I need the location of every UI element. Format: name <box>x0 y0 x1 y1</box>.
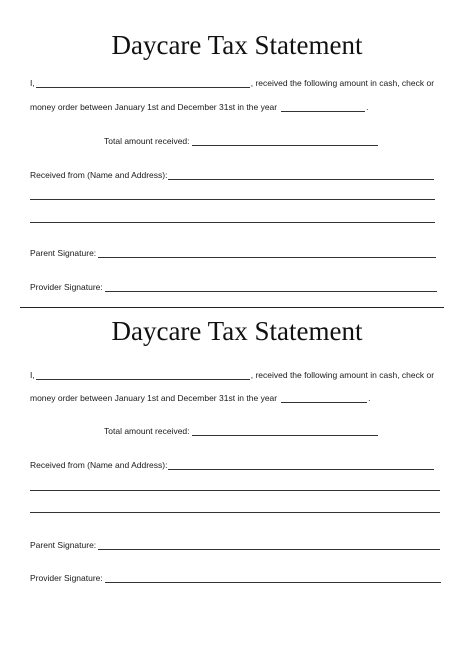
total-amount-field[interactable] <box>192 137 378 146</box>
total-line <box>104 426 379 436</box>
form-title: Daycare Tax Statement <box>111 30 363 60</box>
year-line <box>30 393 371 403</box>
address-line-2[interactable] <box>30 512 440 513</box>
parent-signature-field[interactable] <box>98 249 436 258</box>
name-line <box>30 370 434 380</box>
total-label: Total amount received: <box>104 426 190 436</box>
line1-prefix: I, <box>30 370 35 380</box>
provider-signature-line <box>30 282 438 292</box>
provider-signature-line <box>30 573 442 583</box>
provider-name-field[interactable] <box>36 371 250 380</box>
received-from-label: Received from (Name and Address): <box>30 460 168 470</box>
line1-suffix: , received the following amount in cash, check or <box>250 370 435 380</box>
parent-signature-label: Parent Signature: <box>30 248 97 258</box>
received-from-line <box>30 170 435 180</box>
provider-signature-field[interactable] <box>105 283 437 292</box>
form-title: Daycare Tax Statement <box>111 316 363 346</box>
total-line <box>104 136 379 146</box>
line2-text: money order between January 1st and December 31st in the year <box>30 393 278 403</box>
provider-name-field[interactable] <box>36 79 250 88</box>
year-line <box>30 102 369 112</box>
address-line-1[interactable] <box>30 490 440 491</box>
line2-end: . <box>368 393 371 403</box>
line2-text: money order between January 1st and December 31st in the year <box>30 102 278 112</box>
total-amount-field[interactable] <box>192 427 378 436</box>
year-field[interactable] <box>281 103 365 112</box>
line1-prefix: I, <box>30 78 35 88</box>
provider-signature-label: Provider Signature: <box>30 573 103 583</box>
parent-signature-line <box>30 248 437 258</box>
parent-signature-label: Parent Signature: <box>30 540 97 550</box>
tax-statement-form-2 <box>0 292 474 592</box>
total-label: Total amount received: <box>104 136 190 146</box>
address-line-2[interactable] <box>30 222 435 223</box>
address-line-1[interactable] <box>30 199 435 200</box>
line2-end: . <box>366 102 369 112</box>
line1-suffix: , received the following amount in cash, check or <box>250 78 435 88</box>
year-field[interactable] <box>281 394 367 403</box>
parent-signature-line <box>30 540 441 550</box>
provider-signature-label: Provider Signature: <box>30 282 103 292</box>
parent-signature-field[interactable] <box>98 541 440 550</box>
received-from-line <box>30 460 435 470</box>
name-line <box>30 78 434 88</box>
tax-statement-form-1 <box>0 0 474 300</box>
received-from-label: Received from (Name and Address): <box>30 170 168 180</box>
received-from-field[interactable] <box>168 461 434 470</box>
provider-signature-field[interactable] <box>105 574 441 583</box>
received-from-field[interactable] <box>168 171 434 180</box>
